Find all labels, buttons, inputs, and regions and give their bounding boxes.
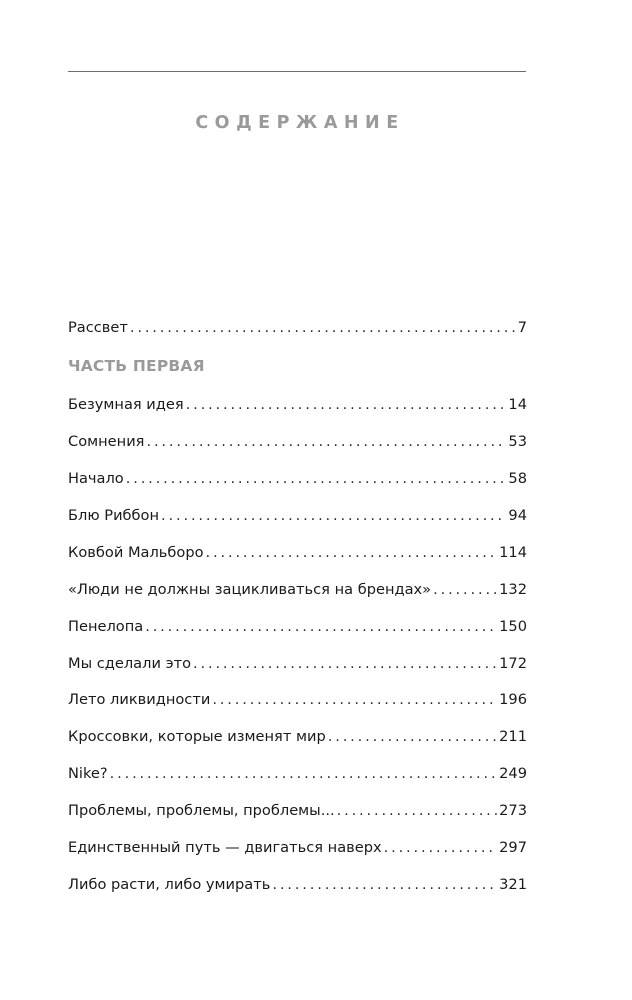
toc-entry-label: Мы сделали это: [68, 655, 192, 672]
toc-entry-label: Пенелопа: [68, 618, 144, 635]
toc-entry-label: Кроссовки, которые изменят мир: [68, 728, 326, 745]
dot-leader: [146, 432, 506, 452]
toc-entry-page: 150: [499, 618, 527, 635]
toc-entry-prologue[interactable]: [68, 318, 527, 338]
dot-leader: [384, 838, 498, 858]
toc-entry-label: Ковбой Мальборо: [68, 544, 204, 561]
toc-entry-label: «Люди не должны зацикливаться на брендах»: [68, 581, 432, 598]
dot-leader: [130, 318, 516, 338]
toc-entry-page: 53: [508, 433, 527, 450]
toc-entry[interactable]: [68, 580, 527, 600]
dot-leader: [145, 617, 497, 637]
toc-entry-label: Nike?: [68, 765, 108, 782]
dot-leader: [110, 764, 498, 784]
page-title: СОДЕРЖАНИЕ: [195, 113, 405, 133]
toc-entry[interactable]: [68, 690, 527, 710]
dot-leader: [186, 395, 507, 415]
toc-entry[interactable]: [68, 838, 527, 858]
toc-entry-page: 114: [499, 544, 527, 561]
toc-entry[interactable]: [68, 543, 527, 563]
toc-entry-label: Рассвет: [68, 319, 128, 336]
dot-leader: [272, 875, 497, 895]
dot-leader: [212, 690, 497, 710]
toc-entry-page: 297: [499, 839, 527, 856]
toc-entry-page: 321: [499, 876, 527, 893]
toc-entry-page: 14: [508, 396, 527, 413]
dot-leader: [328, 727, 497, 747]
toc-entry-label: Безумная идея: [68, 396, 184, 413]
toc-entry-label: Лето ликвидности: [68, 691, 211, 708]
toc-entry-label: Единственный путь — двигаться наверх: [68, 839, 382, 856]
toc-entry-label: Начало: [68, 470, 124, 487]
dot-leader: [193, 654, 497, 674]
toc-entry-page: 273: [499, 802, 527, 819]
toc-entry-page: 94: [508, 507, 527, 524]
toc-entry-page: 172: [499, 655, 527, 672]
toc-entry-label: Либо расти, либо умирать: [68, 876, 271, 893]
toc-entry[interactable]: [68, 727, 527, 747]
toc-entry-page: 196: [499, 691, 527, 708]
dot-leader: [206, 543, 498, 563]
toc-entry-label: Сомнения: [68, 433, 145, 450]
toc-entry[interactable]: [68, 617, 527, 637]
toc-entry[interactable]: [68, 764, 527, 784]
toc-entry-label: Проблемы, проблемы, проблемы...: [68, 802, 335, 819]
toc-entry-page: 58: [508, 470, 527, 487]
toc-entry-label: Блю Риббон: [68, 507, 160, 524]
toc-entry[interactable]: [68, 432, 527, 452]
toc-entry[interactable]: [68, 801, 527, 821]
toc-entry[interactable]: [68, 875, 527, 895]
dot-leader: [337, 801, 498, 821]
toc-entry-page: 7: [517, 319, 527, 336]
dot-leader: [161, 506, 506, 526]
toc-entry[interactable]: [68, 395, 527, 415]
toc-entry-page: 249: [499, 765, 527, 782]
dot-leader: [126, 469, 507, 489]
toc-entry[interactable]: [68, 506, 527, 526]
toc-entry[interactable]: [68, 469, 527, 489]
toc-entry-page: 211: [499, 728, 527, 745]
toc-entry-page: 132: [499, 581, 527, 598]
toc-entry[interactable]: [68, 654, 527, 674]
part-heading: ЧАСТЬ ПЕРВАЯ: [68, 357, 205, 375]
dot-leader: [433, 580, 497, 600]
top-rule: [68, 71, 526, 72]
